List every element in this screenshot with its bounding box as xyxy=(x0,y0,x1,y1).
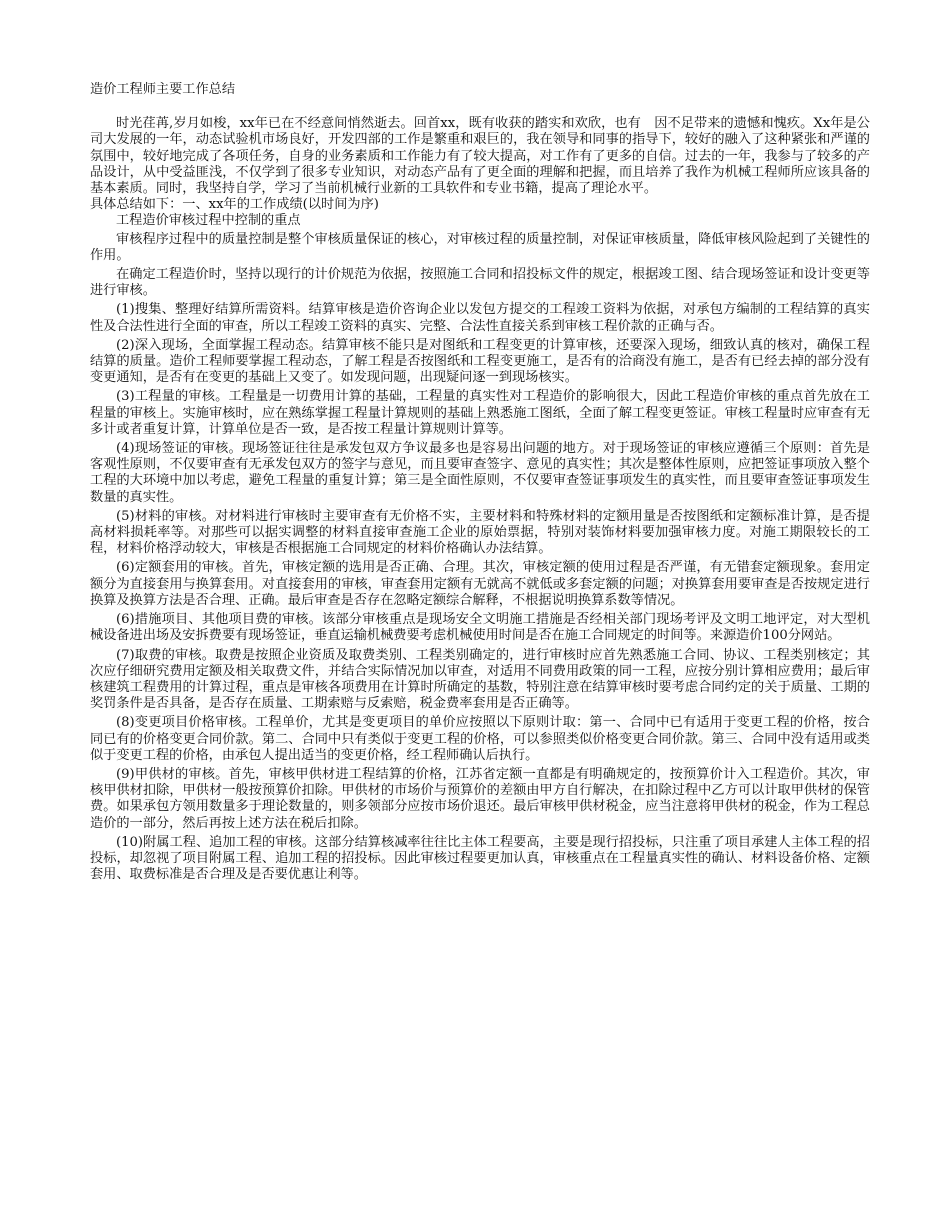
paragraph-item-1: (1)搜集、整理好结算所需资料。结算审核是造价咨询企业以发包方提交的工程竣工资料为依据，对承包方编制的工程结算的真实性及合法性进行全面的审查，所以工程竣工资料的真实、完整、合法性直接关系到审核工程价款的正确与否。 xyxy=(90,302,870,334)
paragraph-item-5: (5)材料的审核。对材料进行审核时主要审查有无价格不实，主要材料和特殊材料的定额用量是否按图纸和定额标准计算，是否提高材料损耗率等。对那些可以据实调整的材料直接审查施工企业的原始票据，特别对装饰材料要加强审核力度。对施工期限较长的工程，材料价格浮动较大，审核是否根据施工合同规定的材料价格确认办法结算。 xyxy=(90,508,870,557)
document-title: 造价工程师主要工作总结 xyxy=(90,82,236,97)
paragraph-item-6b: (6)措施项目、其他项目费的审核。该部分审核重点是现场安全文明施工措施是否经相关部门现场考评及文明工地评定，对大型机械设备进出场及安拆费要有现场签证，垂直运输机械费要考虑机械使用时间是否在施工合同规定的时间等。来源造价100分网站。 xyxy=(90,612,870,644)
paragraph: 审核程序过程中的质量控制是整个审核质量保证的核心，对审核过程的质量控制，对保证审核质量，降低审核风险起到了关键性的作用。 xyxy=(90,231,870,263)
intro-paragraph: 时光荏苒,岁月如梭，xx年已在不经意间悄然逝去。回首xx，既有收获的踏实和欢欣，也有 因不足带来的遗憾和愧疚。Xx年是公司大发展的一年，动态试验机市场良好，开发四部的工作是繁重和艰巨的，我在领导和同事的指导下，较好的融入了这种紧张和严谨的氛围中，较好地完成了各项任务，自身的业务素质和工作能力有了较大提高，对工作有了更多的自信。过去的一年，我参与了较多的产品设计，从中受益匪浅，不仅学到了很多专业知识，对动态产品有了更全面的理解和把握，而且培养了我作为机械工程师所应该具备的基本素质。同时，我坚持自学，学习了当前机械行业新的工具软件和专业书籍，提高了理论水平。 xyxy=(90,116,870,197)
paragraph-item-7: (7)取费的审核。取费是按照企业资质及取费类别、工程类别确定的，进行审核时应首先熟悉施工合同、协议、工程类别核定；其次应仔细研究费用定额及相关取费文件，并结合实际情况加以审查，对适用不同费用政策的同一工程，应按分别计算相应费用；最后审核建筑工程费用的计算过程，重点是审核各项费用在计算时所确定的基数，特别注意在结算审核时要考虑合同约定的关于质量、工期的奖罚条件是否具备，是否存在质量、工期索赔与反索赔，税金费率套用是否正确等。 xyxy=(90,647,870,712)
paragraph-item-10: (10)附属工程、追加工程的审核。这部分结算核减率往往比主体工程要高，主要是现行招投标，只注重了项目承建人主体工程的招投标，却忽视了项目附属工程、追加工程的招投标。因此审核过程要更加认真，审核重点在工程量真实性的确认、材料设备价格、定额套用、取费标准是否合理及是否要优惠让利等。 xyxy=(90,834,870,883)
section-subheading: 工程造价审核过程中控制的重点 xyxy=(116,213,301,229)
paragraph-item-4: (4)现场签证的审核。现场签证往往是承发包双方争议最多也是容易出问题的地方。对于现场签证的审核应遵循三个原则：首先是客观性原则，不仅要审查有无承发包双方的签字与意见，而且要审查签字、意见的真实性；其次是整体性原则，应把签证事项放入整个工程的大环境中加以考虑，避免工程量的重复计算；第三是全面性原则，不仅要审查签证事项发生的真实性，而且要审查签证事项发生数量的真实性。 xyxy=(90,441,870,505)
paragraph-item-9: (9)甲供材的审核。首先，审核甲供材进工程结算的价格，江苏省定额一直都是有明确规定的，按预算价计入工程造价。其次，审核甲供材扣除，甲供材一般按预算价扣除。甲供材的市场价与预算价的差额由甲方自行解决，在扣除过程中乙方可以计取甲供材的保管费。如果承包方领用数量多于理论数量的，则多领部分应按市场价退还。最后审核甲供材税金，应当注意将甲供材的税金，作为工程总造价的一部分，然后再按上述方法在税后扣除。 xyxy=(90,766,870,831)
paragraph-item-2: (2)深入现场，全面掌握工程动态。结算审核不能只是对图纸和工程变更的计算审核，还要深入现场，细致认真的核对，确保工程结算的质量。造价工程师要掌握工程动态，了解工程是否按图纸和工程变更施工，是否有的洽商没有施工，是否有已经去掉的部分没有变更通知，是否有在变更的基础上又变了。如发现问题，出现疑问逐一到现场核实。 xyxy=(90,337,870,386)
paragraph-item-3: (3)工程量的审核。工程量是一切费用计算的基础，工程量的真实性对工程造价的影响很大，因此工程造价审核的重点首先放在工程量的审核上。实施审核时，应在熟练掌握工程量计算规则的基础上熟悉施工图纸，全面了解工程变更签证。审核工程量时应审查有无多计或者重复计算，计算单位是否一致，是否按工程量计算规则计算等。 xyxy=(90,389,870,437)
paragraph-item-8: (8)变更项目价格审核。工程单价，尤其是变更项目的单价应按照以下原则计取：第一、合同中已有适用于变更工程的价格，按合同已有的价格变更合同价款。第二、合同中只有类似于变更工程的价格，可以参照类似价格变更合同价款。第三、合同中没有适用或类似于变更工程的价格，由承包人提出适当的变更价格，经工程师确认后执行。 xyxy=(90,715,870,763)
summary-line: 具体总结如下：一、xx年的工作成绩(以时间为序) xyxy=(90,197,379,213)
document-page xyxy=(90,82,870,886)
paragraph-item-6a: (6)定额套用的审核。首先，审核定额的选用是否正确、合理。其次，审核定额的使用过程是否严谨，有无错套定额现象。套用定额分为直接套用与换算套用。对直接套用的审核，审查套用定额有无就高不就低或多套定额的问题；对换算套用要审查是否按规定进行换算及换算方法是否合理、正确。最后审查是否存在忽略定额综合解释，不根据说明换算系数等情况。 xyxy=(90,560,870,608)
paragraph: 在确定工程造价时，坚持以现行的计价规范为依据，按照施工合同和招投标文件的规定，根据竣工图、结合现场签证和设计变更等进行审核。 xyxy=(90,267,870,299)
